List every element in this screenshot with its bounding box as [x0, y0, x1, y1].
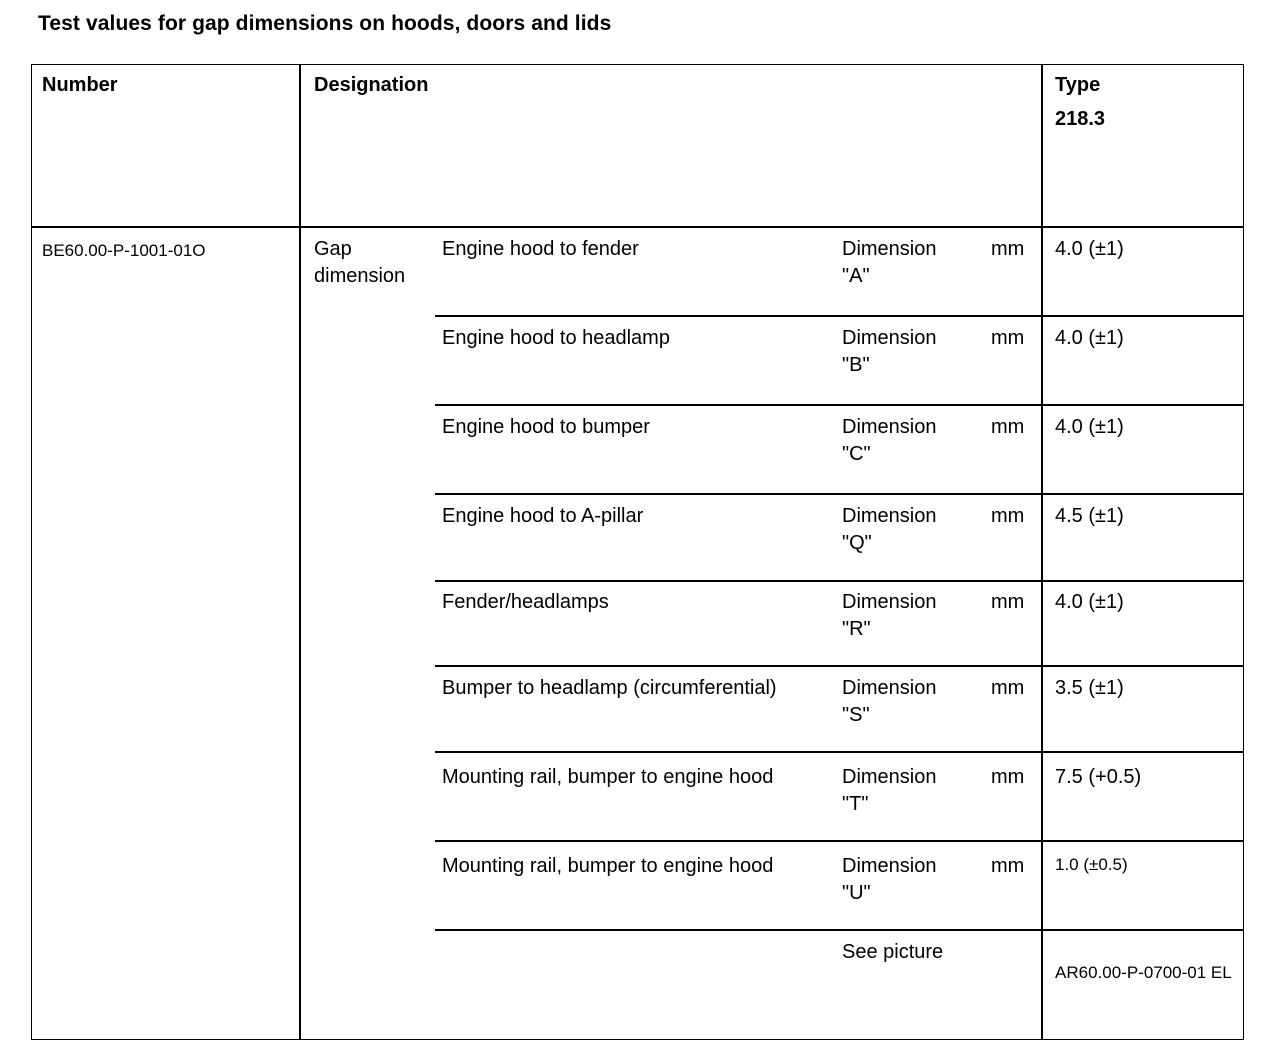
row-description: Mounting rail, bumper to engine hood: [442, 855, 774, 877]
row-unit: mm: [991, 505, 1025, 527]
row-unit: mm: [991, 677, 1025, 699]
document-title: Test values for gap dimensions on hoods, doors and lids: [38, 12, 612, 35]
row-description: Mounting rail, bumper to engine hood: [442, 766, 774, 788]
row-unit: mm: [991, 327, 1025, 349]
header-divider: [31, 226, 1244, 228]
row-divider: [435, 493, 1244, 495]
row-dimension: Dimension "S": [842, 677, 937, 726]
row-dimension: Dimension "U": [842, 855, 937, 904]
row-unit: mm: [991, 766, 1025, 788]
row-divider: [435, 665, 1244, 667]
part-number: BE60.00-P-1001-01O: [42, 241, 206, 260]
row-value: 7.5 (+0.5): [1055, 766, 1142, 788]
see-picture-note: See picture: [842, 941, 944, 963]
header-type-value: 218.3: [1055, 108, 1106, 130]
row-value: 4.0 (±1): [1055, 416, 1124, 438]
header-number: Number: [42, 74, 118, 96]
row-description: Engine hood to bumper: [442, 416, 650, 438]
row-description: Engine hood to A-pillar: [442, 505, 644, 527]
column-divider: [1041, 64, 1043, 1040]
header-type: Type: [1055, 74, 1101, 96]
row-unit: mm: [991, 591, 1025, 613]
row-dimension: Dimension "C": [842, 416, 937, 465]
row-divider: [435, 315, 1244, 317]
row-value: 4.5 (±1): [1055, 505, 1124, 527]
row-value: 4.0 (±1): [1055, 327, 1124, 349]
row-description: Engine hood to headlamp: [442, 327, 670, 349]
row-value: 3.5 (±1): [1055, 677, 1124, 699]
row-value: 4.0 (±1): [1055, 591, 1124, 613]
column-divider: [299, 64, 301, 1040]
row-unit: mm: [991, 855, 1025, 877]
row-divider: [435, 580, 1244, 582]
row-value: 1.0 (±0.5): [1055, 855, 1128, 874]
group-label: Gap dimension: [314, 238, 406, 287]
row-description: Fender/headlamps: [442, 591, 609, 613]
row-divider: [435, 840, 1244, 842]
row-divider: [435, 404, 1244, 406]
row-dimension: Dimension "Q": [842, 505, 937, 554]
row-dimension: Dimension "B": [842, 327, 937, 376]
test-values-table: [31, 64, 1244, 1040]
row-value: 4.0 (±1): [1055, 238, 1124, 260]
row-dimension: Dimension "R": [842, 591, 937, 640]
row-description: Bumper to headlamp (circumferential): [442, 677, 777, 699]
row-unit: mm: [991, 238, 1025, 260]
row-description: Engine hood to fender: [442, 238, 639, 260]
row-divider: [435, 751, 1244, 753]
reference-number: AR60.00-P-0700-01 EL: [1055, 963, 1232, 982]
row-unit: mm: [991, 416, 1025, 438]
header-designation: Designation: [314, 74, 429, 96]
row-dimension: Dimension "T": [842, 766, 937, 815]
row-divider: [435, 929, 1244, 931]
row-dimension: Dimension "A": [842, 238, 937, 287]
